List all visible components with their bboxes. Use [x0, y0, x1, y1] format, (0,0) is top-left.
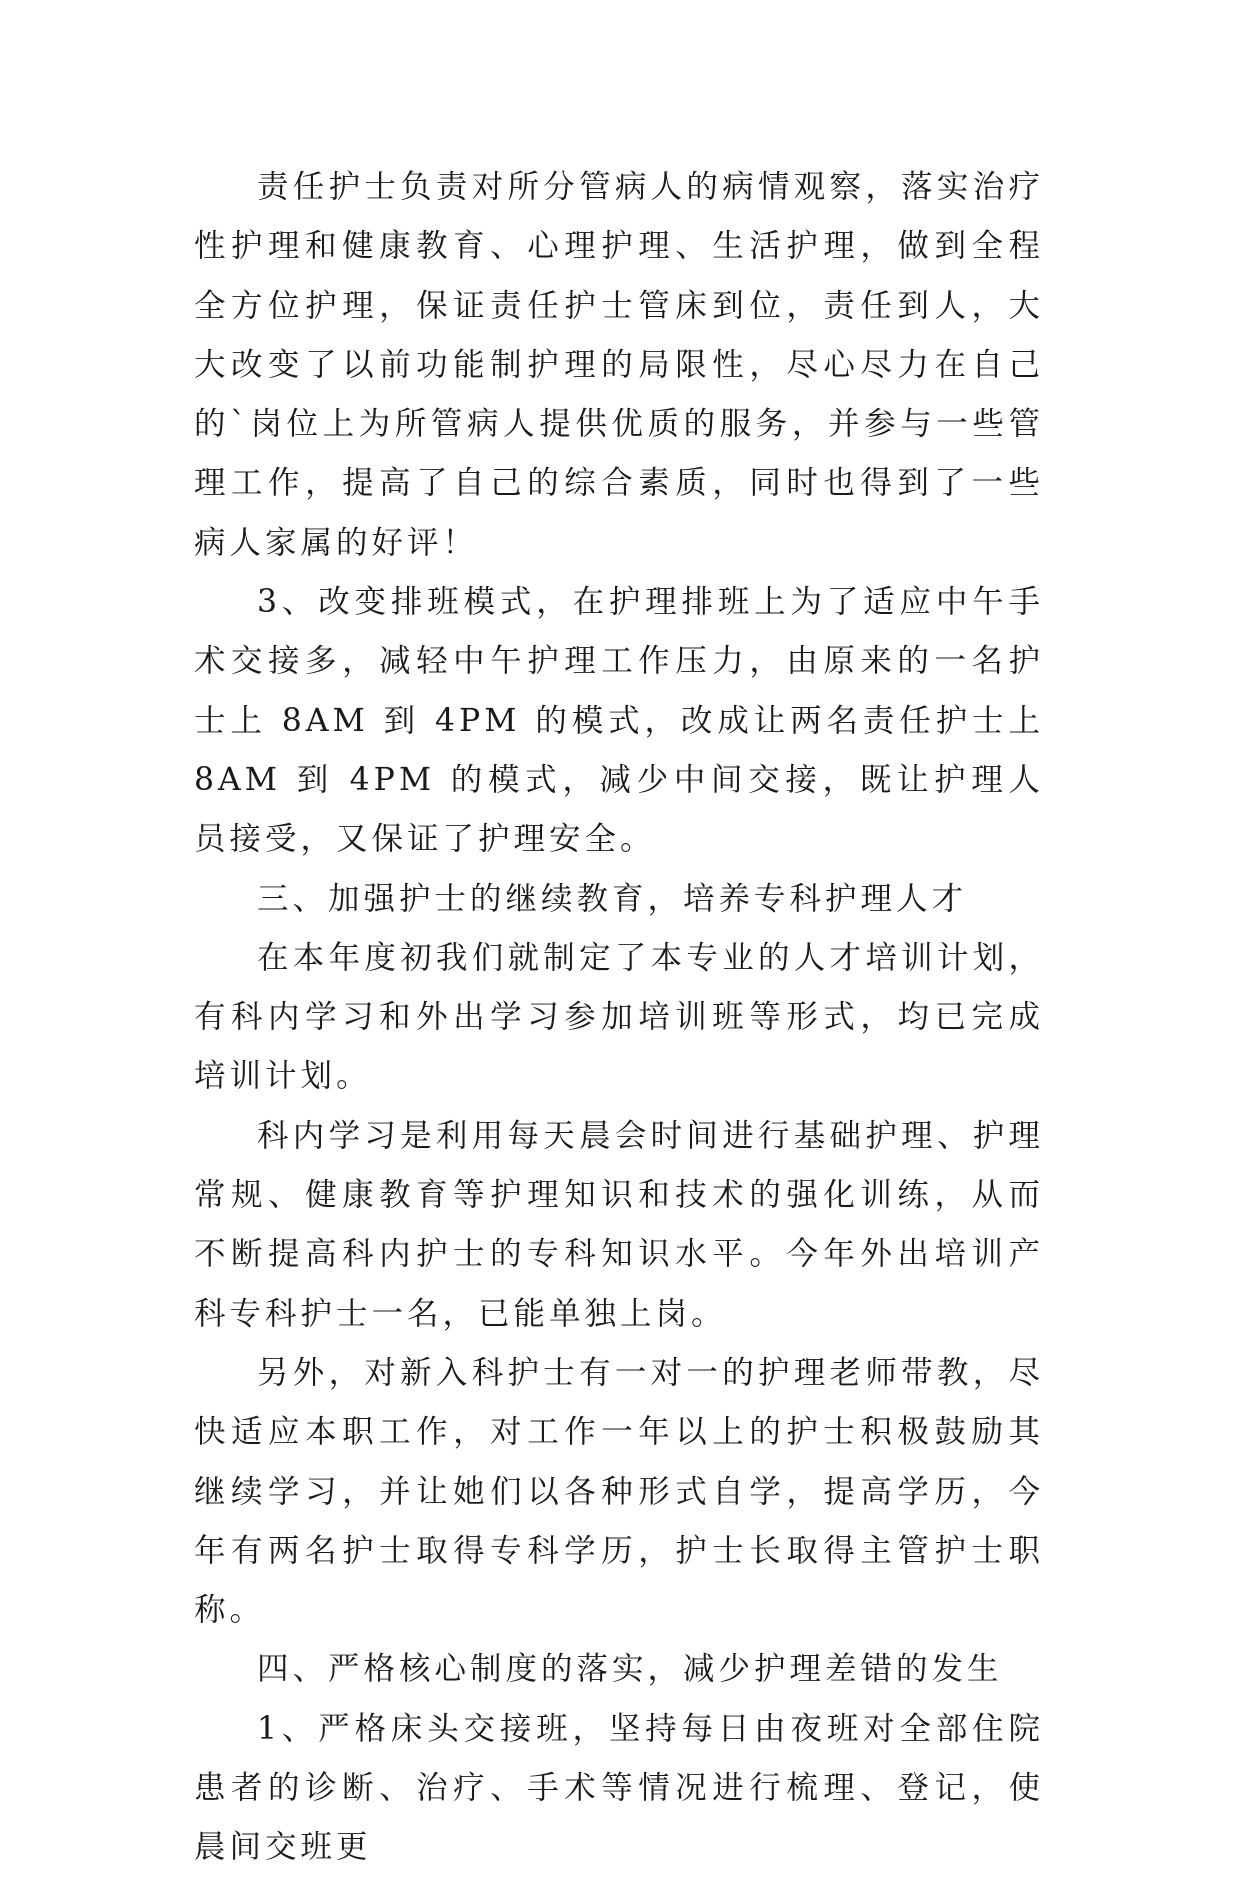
document-body [194, 158, 1044, 1878]
paragraph-bedside-handover: 1、严格床头交接班，坚持每日由夜班对全部住院患者的诊断、治疗、手术等情况进行梳理、登记，使晨间交班更 [194, 1710, 1044, 1866]
paragraph-nurse-responsibility: 责任护士负责对所分管病人的病情观察，落实治疗性护理和健康教育、心理护理、生活护理，做到全程全方位护理，保证责任护士管床到位，责任到人，大大改变了以前功能制护理的局限性，尽心尽力在自己的`岗位上为所管病人提供优质的服务，并参与一些管理工作，提高了自己的综合素质，同时也得到了一些病人家属的好评！ [194, 169, 1044, 561]
paragraph-internal-study: 科内学习是利用每天晨会时间进行基础护理、护理常规、健康教育等护理知识和技术的强化训练，从而不断提高科内护士的专科知识水平。今年外出培训产科专科护士一名，已能单独上岗。 [194, 1117, 1044, 1332]
section-heading-continuing-education: 三、加强护士的继续教育，培养专科护理人才 [257, 880, 968, 917]
paragraph-shift-schedule: 3、改变排班模式，在护理排班上为了适应中午手术交接多，减轻中午护理工作压力，由原来的一名护士上 8AM 到 4PM 的模式，改成让两名责任护士上 8AM 到 4PM 的模式，减少中间交接，既让护理人员接受，又保证了护理安全。 [194, 584, 1044, 858]
section-heading-core-system: 四、严格核心制度的落实，减少护理差错的发生 [257, 1651, 1003, 1688]
paragraph-training-plan: 在本年度初我们就制定了本专业的人才培训计划，有科内学习和外出学习参加培训班等形式，均已完成培训计划。 [194, 939, 1044, 1095]
paragraph-new-nurse-mentoring: 另外，对新入科护士有一对一的护理老师带教，尽快适应本职工作，对工作一年以上的护士积极鼓励其继续学习，并让她们以各种形式自学，提高学历，今年有两名护士取得专科学历，护士长取得主管护士职称。 [194, 1354, 1044, 1629]
